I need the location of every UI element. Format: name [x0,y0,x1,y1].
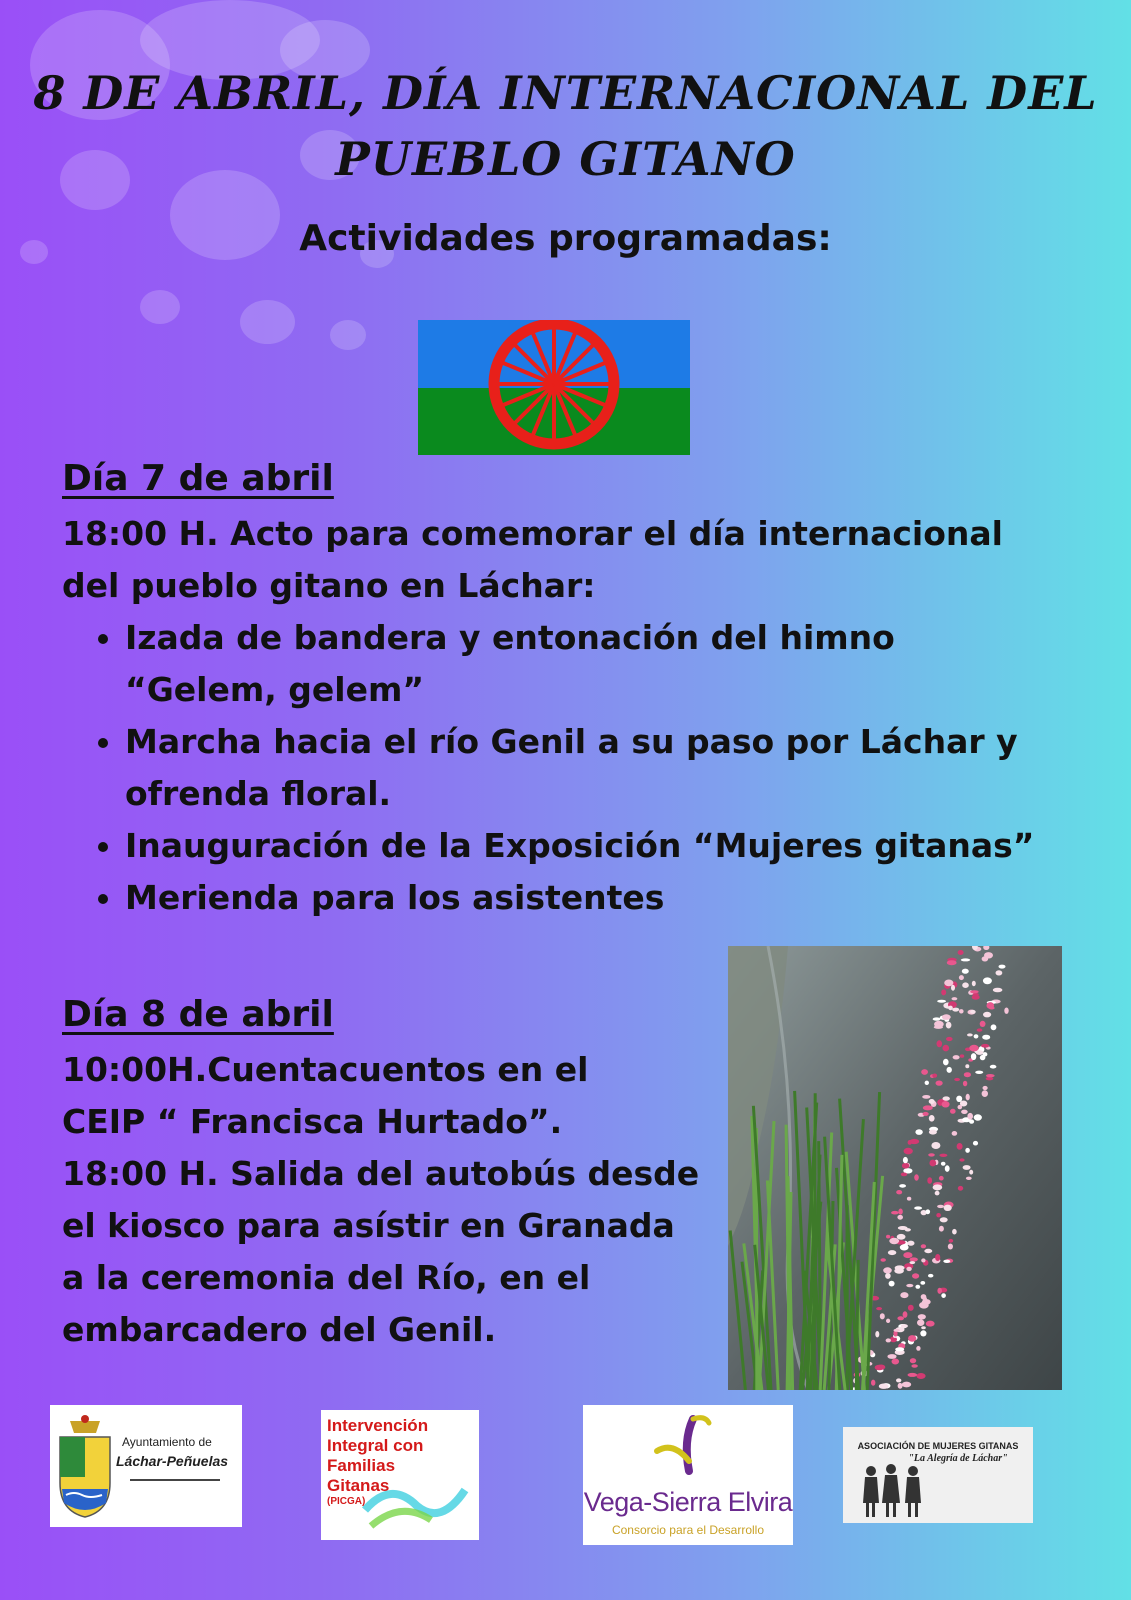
vega-sierra-elvira-logo [583,1405,793,1545]
ayuntamiento-line2: Láchar-Peñuelas [116,1453,229,1469]
picga-line1: Intervención [327,1416,429,1435]
coat-of-arms-icon [56,1413,114,1521]
day1-intro [62,508,1003,612]
chakra-wheel-icon [494,324,614,444]
ayuntamiento-line1: Ayuntamiento de [122,1435,212,1449]
list-item [125,612,1125,716]
list-item [125,820,1125,872]
river-petals-photo [728,946,1062,1390]
picga-line5: (PICGA) [327,1496,366,1507]
day2-line: embarcadero del Genil. [62,1310,497,1349]
day1-intro-line1: 18:00 H. Acto para comemorar el día internacional [62,514,1003,553]
picga-line4: Gitanas [327,1476,390,1495]
page-subtitle: Actividades programadas: [299,218,832,259]
women-silhouettes-icon [861,1463,931,1519]
list-item-line1: • Izada de bandera y entonación del himno [125,618,895,657]
day2-text [62,1044,699,1356]
day1-activity-list [90,612,1125,924]
romani-flag-image [418,320,690,455]
day2-line: a la ceremonia del Río, en el [62,1258,591,1297]
picga-text [327,1416,428,1508]
list-item-line2: ofrenda floral. [125,774,392,813]
list-item-line2: “Gelem, gelem” [125,670,425,709]
picga-logo [321,1410,479,1540]
asociacion-line2: "La Alegría de Láchar" [908,1453,1008,1464]
vega-emblem-icon [653,1411,733,1479]
picga-line3: Familias [327,1456,396,1475]
title-line-1: 8 DE ABRIL, DÍA INTERNACIONAL DEL [33,66,1098,120]
ayuntamiento-divider [130,1479,220,1481]
list-item-line1: • Inauguración de la Exposición “Mujeres gitanas” [125,826,1035,865]
day2-line: 10:00H.Cuentacuentos en el [62,1050,589,1089]
picga-line2: Integral con [327,1436,424,1455]
day1-heading: Día 7 de abril [62,458,334,499]
page-title [0,60,1131,192]
day2-line: el kiosco para asístir en Granada [62,1206,675,1245]
asociacion-line1: ASOCIACIÓN DE MUJERES GITANAS [857,1441,1019,1451]
asociacion-logo [843,1427,1033,1523]
day2-line: CEIP “ Francisca Hurtado”. [62,1102,563,1141]
vega-tagline: Consorcio para el Desarrollo [611,1523,765,1537]
vega-name: Vega-Sierra Elvira [583,1487,793,1517]
ayuntamiento-logo [50,1405,242,1527]
list-item-line1: • Marcha hacia el río Genil a su paso por Láchar y [125,722,1018,761]
day1-intro-line2: del pueblo gitano en Láchar: [62,566,596,605]
day2-line: 18:00 H. Salida del autobús desde [62,1154,700,1193]
list-item [125,716,1125,820]
list-item-line1: • Merienda para los asistentes [125,878,665,917]
day2-heading: Día 8 de abril [62,994,334,1035]
title-line-2: PUEBLO GITANO [335,132,796,186]
list-item [125,872,1125,924]
